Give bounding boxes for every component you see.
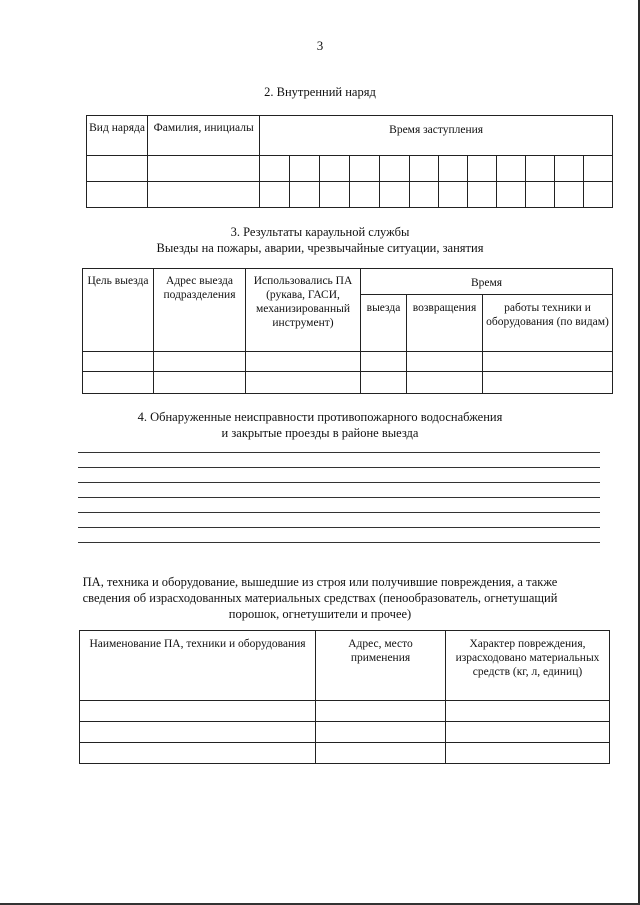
cell[interactable] [446, 722, 610, 743]
section-5-title-line-2: сведения об израсходованных материальных средствах (пенообразователь, огнетушащий [82, 591, 558, 605]
time-cell[interactable] [290, 182, 320, 208]
cell[interactable] [80, 743, 316, 764]
internal-duty-table [86, 115, 613, 208]
fill-in-line[interactable] [78, 512, 600, 513]
section-2-title: 2. Внутренний наряд [264, 85, 376, 99]
table-row [87, 156, 613, 182]
fill-in-line[interactable] [78, 527, 600, 528]
section-3-subtitle: Выезды на пожары, аварии, чрезвычайные ситуации, занятия [156, 241, 484, 255]
cell[interactable] [148, 156, 260, 182]
section-5-title-line-3: порошок, огнетушители и прочее) [228, 607, 412, 621]
cell[interactable] [361, 372, 407, 394]
time-cell[interactable] [583, 156, 612, 182]
table-row [83, 372, 613, 394]
section-4-subtitle: и закрытые проезды в районе выезда [221, 426, 419, 440]
section-3-title: 3. Результаты караульной службы [230, 225, 410, 239]
cell[interactable] [83, 372, 154, 394]
time-cell[interactable] [320, 182, 350, 208]
header-equipment-used: Использовались ПА (рукава, ГАСИ, механизированный инструмент) [246, 269, 361, 352]
cell[interactable] [316, 701, 446, 722]
time-cell[interactable] [350, 182, 380, 208]
fill-in-line[interactable] [78, 497, 600, 498]
header-full-name: Фамилия, инициалы [148, 116, 260, 156]
cell[interactable] [483, 352, 613, 372]
time-cell[interactable] [380, 156, 409, 182]
cell[interactable] [483, 372, 613, 394]
time-cell[interactable] [438, 182, 467, 208]
header-duty-type: Вид наряда [87, 116, 148, 156]
fill-in-line[interactable] [78, 467, 600, 468]
table-row [80, 701, 610, 722]
section-5-title: ПА, техника и оборудование, вышедшие из строя или получившие повреждения, а также [82, 575, 558, 589]
time-cell[interactable] [438, 156, 467, 182]
cell[interactable] [446, 743, 610, 764]
cell[interactable] [87, 182, 148, 208]
header-address: Адрес выезда подразделения [154, 269, 246, 352]
fill-in-line[interactable] [78, 452, 600, 453]
cell[interactable] [83, 352, 154, 372]
cell[interactable] [246, 372, 361, 394]
cell[interactable] [246, 352, 361, 372]
header-place-of-use: Адрес, место применения [316, 631, 446, 701]
cell[interactable] [446, 701, 610, 722]
time-cell[interactable] [496, 156, 525, 182]
table-row [80, 722, 610, 743]
page-number: 3 [316, 38, 324, 53]
header-purpose: Цель выезда [83, 269, 154, 352]
table-row [87, 182, 613, 208]
header-time: Время [361, 269, 613, 295]
header-duty-start-time: Время заступления [260, 116, 613, 156]
section-4-title: 4. Обнаруженные неисправности противопожарного водоснабжения [137, 410, 503, 424]
table-row [83, 352, 613, 372]
header-departure: выезда [361, 295, 407, 352]
time-cell[interactable] [380, 182, 409, 208]
time-cell[interactable] [525, 156, 554, 182]
header-return: возвращения [407, 295, 483, 352]
time-cell[interactable] [260, 182, 290, 208]
time-cell[interactable] [260, 156, 290, 182]
header-work: работы техники и оборудования (по видам) [483, 295, 613, 352]
time-cell[interactable] [554, 156, 583, 182]
fill-in-line[interactable] [78, 542, 600, 543]
damaged-equipment-table [79, 630, 610, 764]
time-cell[interactable] [467, 182, 496, 208]
cell[interactable] [316, 722, 446, 743]
cell[interactable] [154, 352, 246, 372]
time-cell[interactable] [290, 156, 320, 182]
time-cell[interactable] [554, 182, 583, 208]
guard-results-table [82, 268, 613, 394]
time-cell[interactable] [409, 156, 438, 182]
cell[interactable] [361, 352, 407, 372]
fill-in-line[interactable] [78, 482, 600, 483]
time-cell[interactable] [525, 182, 554, 208]
time-cell[interactable] [496, 182, 525, 208]
time-cell[interactable] [467, 156, 496, 182]
time-cell[interactable] [350, 156, 380, 182]
time-cell[interactable] [320, 156, 350, 182]
cell[interactable] [154, 372, 246, 394]
cell[interactable] [407, 372, 483, 394]
cell[interactable] [80, 701, 316, 722]
cell[interactable] [80, 722, 316, 743]
cell[interactable] [407, 352, 483, 372]
time-cell[interactable] [583, 182, 612, 208]
cell[interactable] [148, 182, 260, 208]
header-equipment-name: Наименование ПА, техники и оборудования [80, 631, 316, 701]
cell[interactable] [316, 743, 446, 764]
time-cell[interactable] [409, 182, 438, 208]
cell[interactable] [87, 156, 148, 182]
header-damage-nature: Характер повреждения, израсходовано материальных средств (кг, л, единиц) [446, 631, 610, 701]
table-row [80, 743, 610, 764]
